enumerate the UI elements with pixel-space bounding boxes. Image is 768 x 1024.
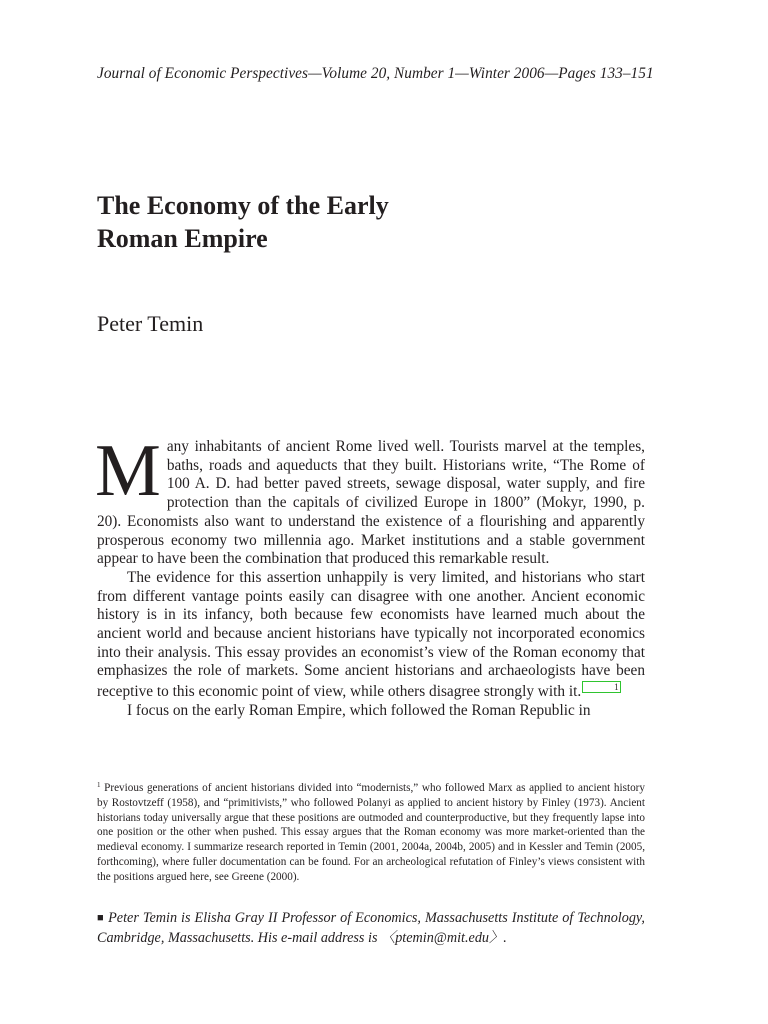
footnote-text: Previous generations of ancient historians divided into “modernists,” who followed Marx as applied to ancient history by Rostovtzeff (1958), and “primitivists,” who followed Polanyi as applied to ancient history by Finley (1973). Ancient historians today universally argue that these positions are outmoded and counterproductive, but they frequently lapse into one position or the other when pushed. This essay argues that the Roman economy was more market-oriented than the medieval economy. I summarize research reported in Temin (2001, 2004a, 2004b, 2005) and in Kessler and Temin (2005, forthcoming), where fuller documentation can be found. For an archeological refutation of Finley’s views consistent with the positions argued here, see Greene (2000). (97, 782, 645, 883)
footnote-marker: 1 (97, 781, 101, 789)
author-name: Peter Temin (97, 311, 204, 336)
square-bullet-icon: ■ (97, 912, 105, 924)
article-title-line-2: Roman Empire (97, 224, 268, 253)
footnote-1 (97, 781, 645, 885)
paragraph-2 (97, 569, 645, 702)
footnote-1-link[interactable]: 1 (582, 681, 621, 693)
paragraph-3: I focus on the early Roman Empire, which followed the Roman Republic in (127, 701, 591, 719)
article-title (97, 189, 389, 255)
article-title-line-1: The Economy of the Early (97, 191, 389, 220)
article-body (95, 430, 645, 721)
paragraph-2-text: The evidence for this assertion unhappily is very limited, and historians who start from different vantage points easily can disagree with one another. Ancient economic history is in its infancy, both because few economists have learned much about the ancient world and because ancient historians have typically not incorporated economics into their analysis. This essay provides an economist’s view of the Roman economy that emphasizes the role of markets. Some ancient historians and archaeologists have been receptive to this economic point of view, while others disagree strongly with it. (97, 568, 645, 701)
author-bio (97, 908, 645, 948)
paragraph-1-text: any inhabitants of ancient Rome lived well. Tourists marvel at the temples, baths, roads and aqueducts that they built. Historians write, “The Rome of 100 A. D. had better paved streets, sewage disposal, water supply, and fire protection than the capitals of civilized Europe in 1800” (Mokyr, 1990, p. 20). Economists also want to understand the existence of a flourishing and apparently prosperous economy two millennia ago. Market institutions and a stable government appear to have been the combination that produced this remarkable result. (97, 438, 645, 568)
author-bio-text: Peter Temin is Elisha Gray II Professor of Economics, Massachusetts Institute of Technology, Cambridge, Massachusetts. His e-mail address is 〈ptemin@mit.edu〉. (97, 910, 645, 946)
journal-header: Journal of Economic Perspectives—Volume 20, Number 1—Winter 2006—Pages 133–151 (97, 65, 654, 82)
paragraph-1 (95, 430, 645, 569)
drop-cap: M (95, 430, 161, 512)
